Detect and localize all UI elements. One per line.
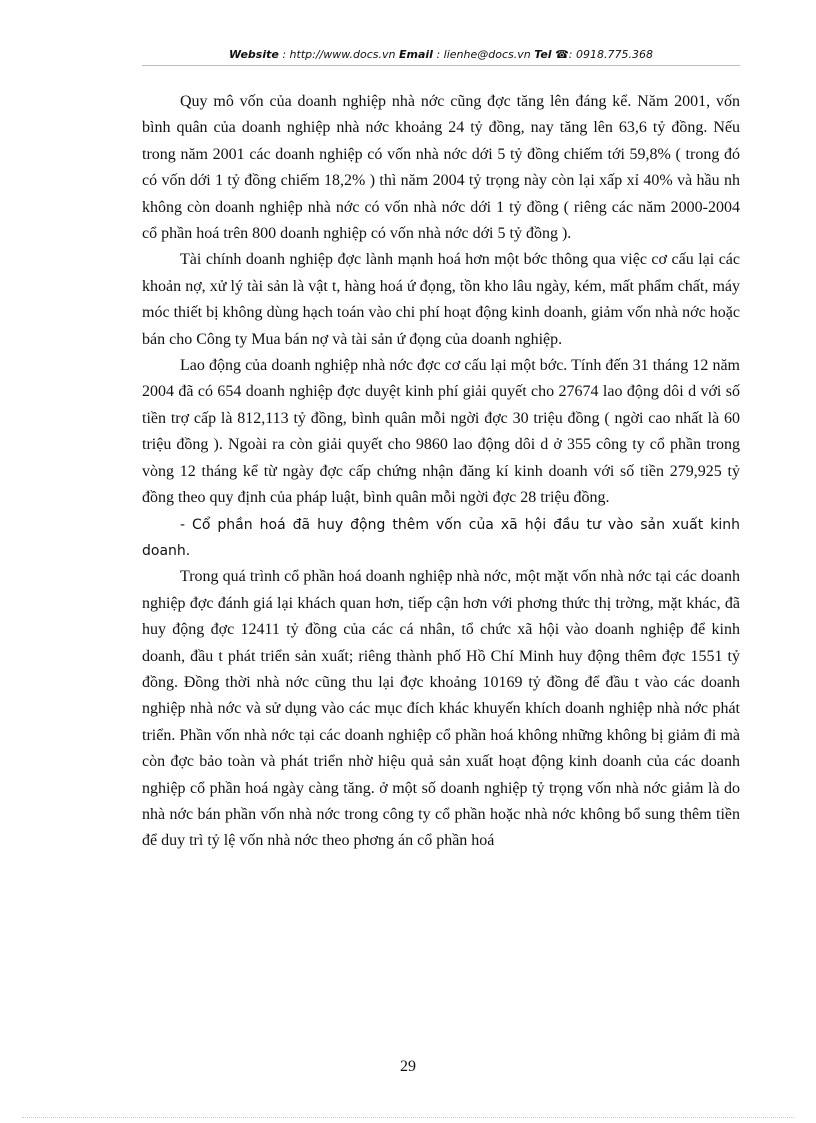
page-header	[142, 48, 740, 66]
website-label: Website	[229, 48, 279, 61]
page-number: 29	[400, 1058, 416, 1075]
paragraph-equitization-process: Trong quá trình cổ phần hoá doanh nghiệp nhà nớc, một mặt vốn nhà nớc tại các doanh nghiệp đợc đánh giá lại khách quan hơn, tiếp cận hơn với phơng thức thị trờng, mặt khác, đã huy động đợc 12411 tỷ đồng của các cá nhân, tổ chức xã hội vào doanh nghiệp để kinh doanh, đầu t phát triển sản xuất; riêng thành phố Hồ Chí Minh huy động thêm đợc 1551 tỷ đồng. Đồng thời nhà nớc cũng thu lại đợc khoảng 10169 tỷ đồng để đầu t vào các doanh nghiệp nhà nớc và sử dụng vào các mục đích khác khuyến khích doanh nghiệp nhà nớc phát triển. Phần vốn nhà nớc tại các doanh nghiệp cổ phần hoá không những không bị giảm đi mà còn đợc bảo toàn và phát triển nhờ hiệu quả sản xuất hoạt động kinh doanh của các doanh nghiệp cổ phần hoá ngày càng tăng. ở một số doanh nghiệp tỷ trọng vốn nhà nớc giảm là do nhà nớc bán phần vốn nhà nớc trong công ty cổ phần hoặc nhà nớc không bổ sung thêm tiền để duy trì tỷ lệ vốn nhà nớc theo phơng án cổ phần hoá	[142, 568, 740, 850]
email-label: Email	[399, 48, 433, 61]
website-value: : http://www.docs.vn	[278, 48, 400, 61]
document-body	[142, 89, 740, 855]
phone-icon: ☎	[555, 48, 569, 61]
email-value: : lienhe@docs.vn	[432, 48, 535, 61]
paragraph-bullet-capital-mobilization: - Cổ phần hoá đã huy động thêm vốn của xã hội đầu tư vào sản xuất kinh doanh.	[142, 516, 740, 559]
tel-label: Tel	[534, 48, 552, 61]
tel-value: : 0918.775.368	[568, 48, 653, 61]
paragraph-capital-scale: Quy mô vốn của doanh nghiệp nhà nớc cũng đợc tăng lên đáng kể. Năm 2001, vốn bình quân của doanh nghiệp nhà nớc khoảng 24 tỷ đồng, nay tăng lên 63,6 tỷ đồng. Nếu trong năm 2001 các doanh nghiệp có vốn nhà nớc dới 5 tỷ đồng chiếm tới 59,8% ( trong đó có vốn dới 1 tỷ đồng chiếm 18,2% ) thì năm 2004 tỷ trọng này còn lại xấp xỉ 40% và hầu nh không còn doanh nghiệp nhà nớc có vốn nhà nớc dới 1 tỷ đồng ( riêng các năm 2000-2004 cổ phần hoá trên 800 doanh nghiệp có vốn nhà nớc dới 5 tỷ đồng ).	[142, 93, 740, 243]
bottom-divider	[22, 1117, 794, 1118]
paragraph-labor: Lao động của doanh nghiệp nhà nớc đợc cơ cấu lại một bớc. Tính đến 31 tháng 12 năm 2004 đã có 654 doanh nghiệp đợc duyệt kinh phí giải quyết cho 27674 lao động dôi d với số tiền trợ cấp là 812,113 tỷ đồng, bình quân mỗi ngời đợc 30 triệu đồng ( ngời cao nhất là 60 triệu đồng ). Ngoài ra còn giải quyết cho 9860 lao động dôi d ở 355 công ty cổ phần trong vòng 12 tháng kể từ ngày đợc cấp chứng nhận đăng kí kinh doanh với số tiền 279,925 tỷ đồng theo quy định của pháp luật, bình quân mỗi ngời đợc 28 triệu đồng.	[142, 357, 740, 507]
paragraph-finance: Tài chính doanh nghiệp đợc lành mạnh hoá hơn một bớc thông qua việc cơ cấu lại các khoản nợ, xử lý tài sản là vật t, hàng hoá ứ đọng, tồn kho lâu ngày, kém, mất phẩm chất, máy móc thiết bị không dùng hạch toán vào chi phí hoạt động kinh doanh, giảm vốn nhà nớc hoặc bán cho Công ty Mua bán nợ và tài sản ứ đọng của doanh nghiệp.	[142, 251, 740, 348]
